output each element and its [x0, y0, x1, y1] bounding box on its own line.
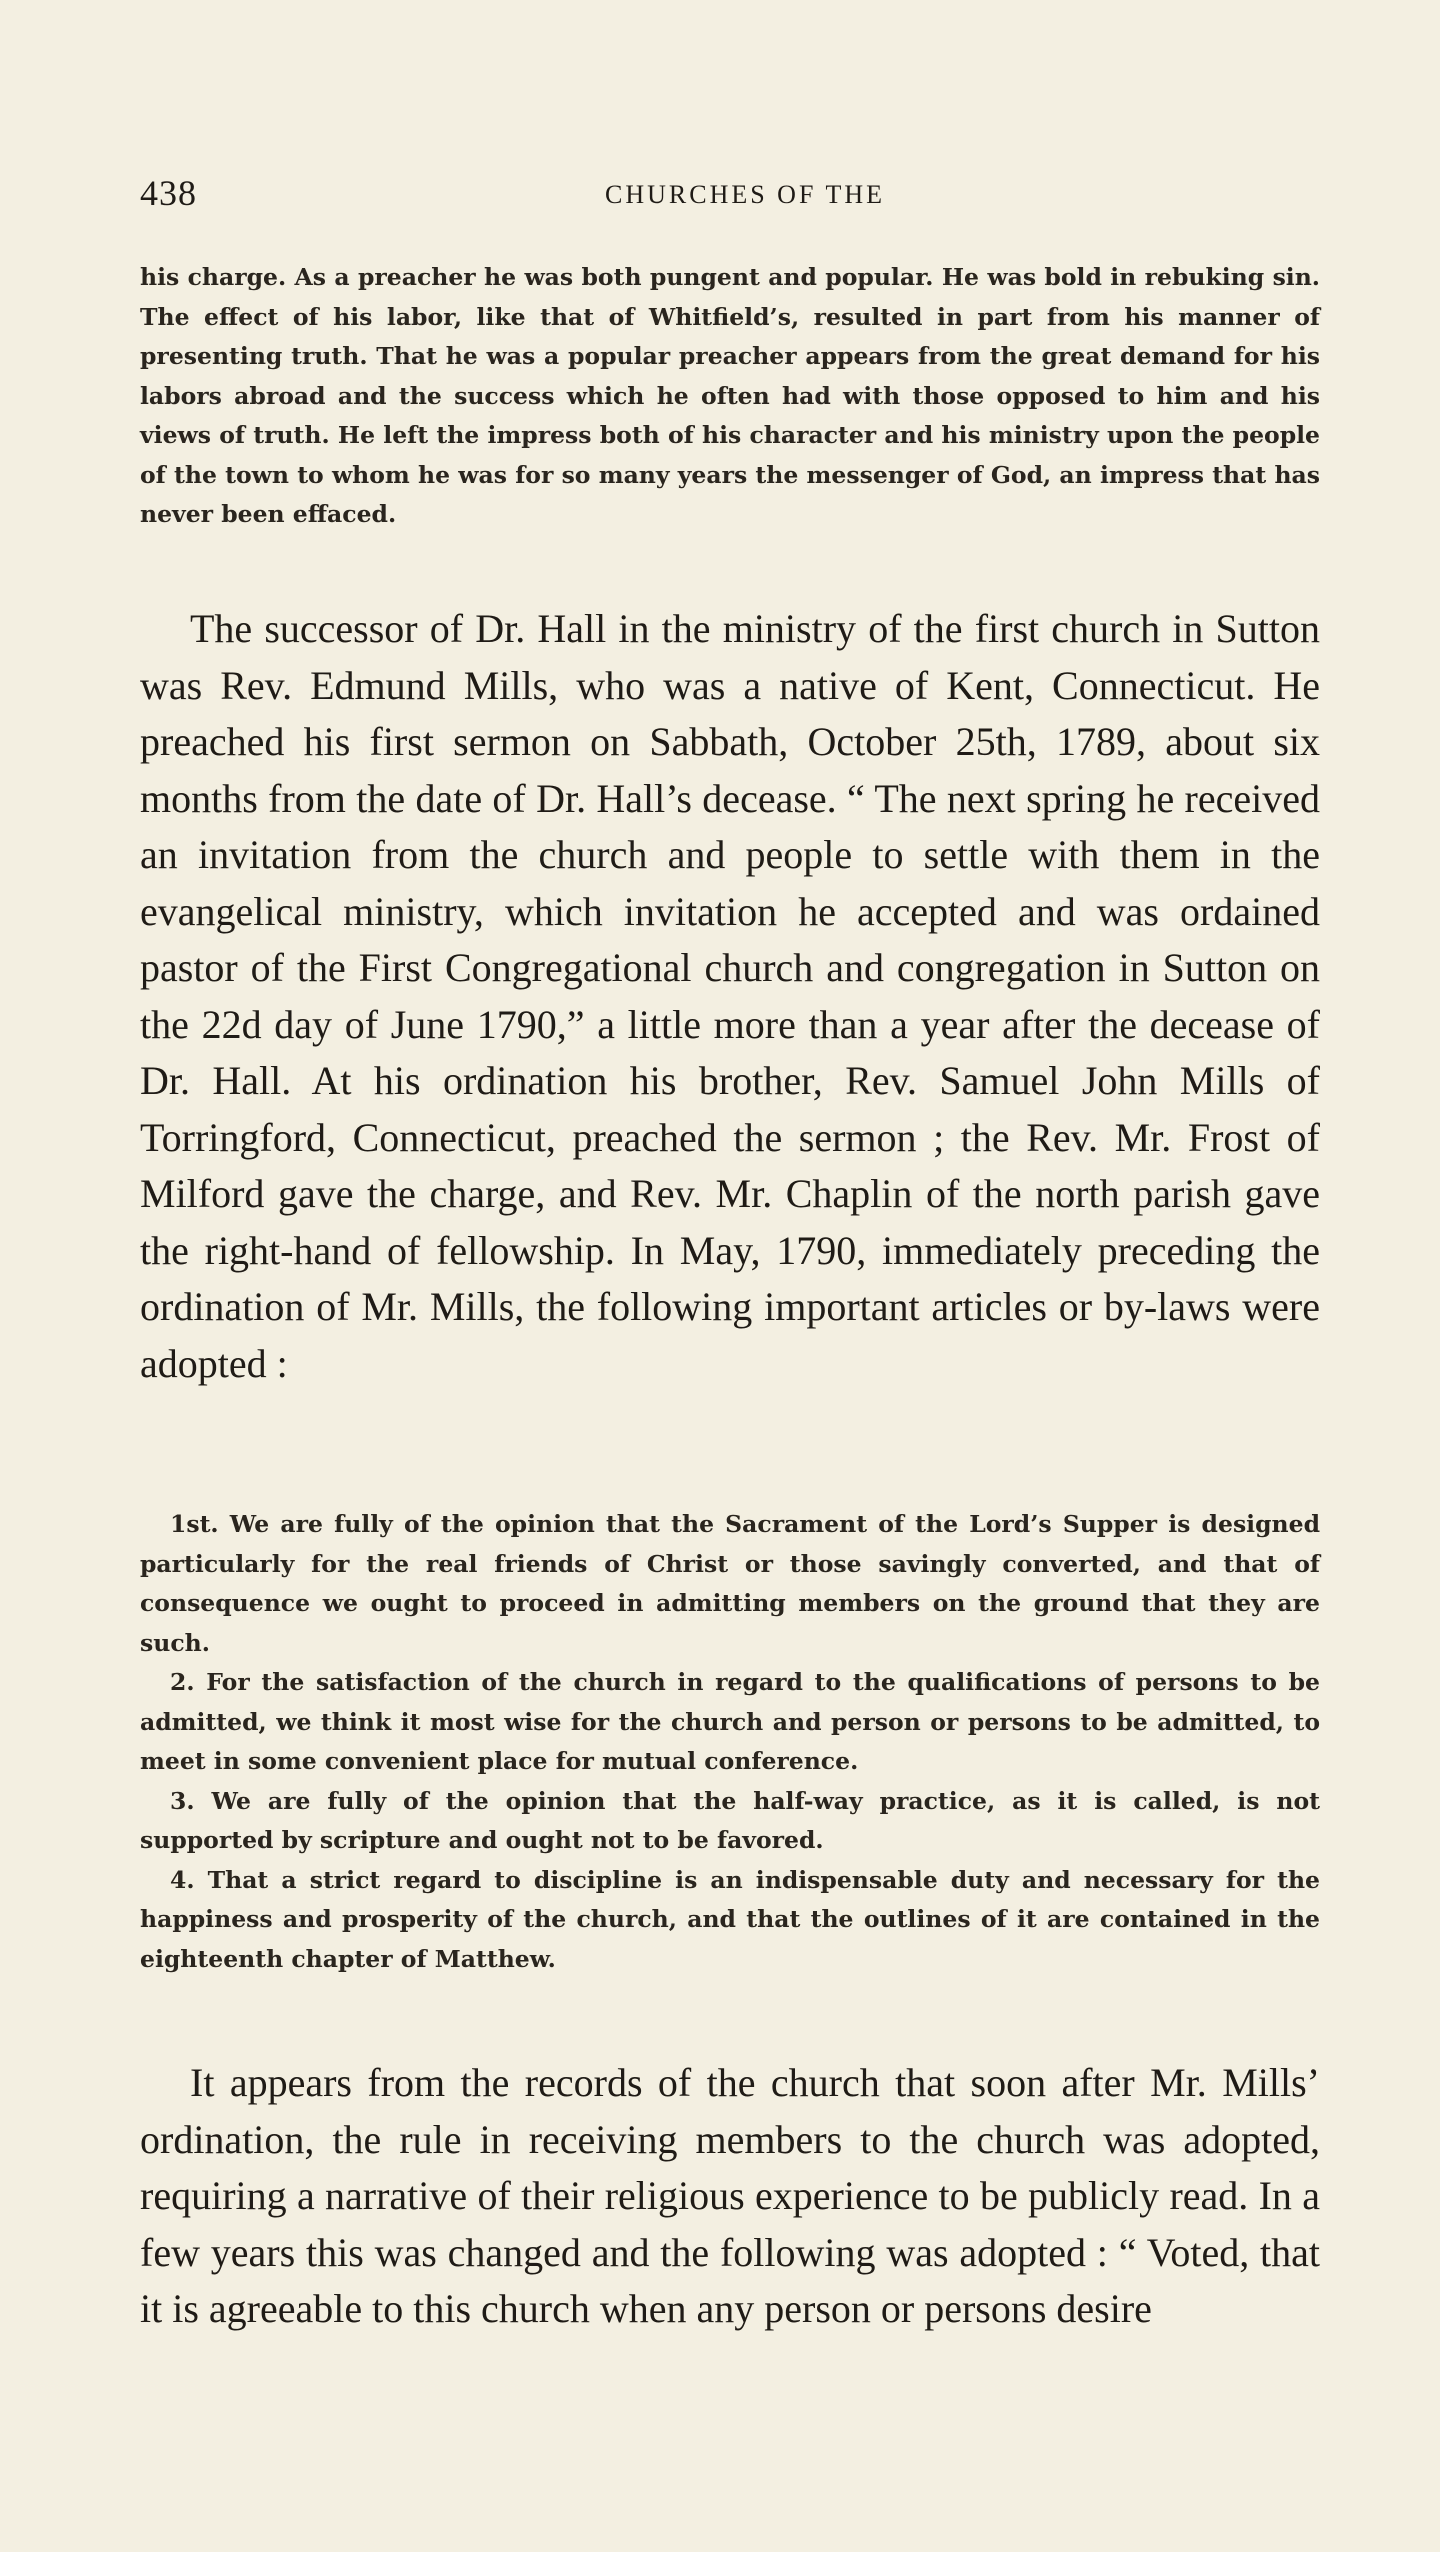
running-title: CHURCHES OF THE [604, 180, 885, 209]
intro-paragraph: his charge. As a preacher he was both pungent and popular. He was bold in rebuking sin. The effect of his labor, like that of Whitfield’s, resulted in part from his manner of presenting truth. That he was a popular preacher appears from the great demand for his labors abroad and the success which he often had with those opposed to him and his views of truth. He left the impress both of his character and his ministry upon the people of the town to whom he was for so many years the messenger of God, an impress that has never been effaced. [140, 263, 1320, 528]
article-item: 1st. We are fully of the opinion that the Sacrament of the Lord’s Supper is designed particularly for the real friends of Christ or those savingly converted, and that of consequence we ought to proceed in admitting members on the ground that they are such. [140, 1510, 1320, 1657]
closing-paragraph: It appears from the records of the church that soon after Mr. Mills’ ordination, the rule in receiving members to the church was adopted, requiring a narrative of their religious experience to be publicly read. In a few years this was changed and the following was adopted : “ Voted, that it is agreeable to this church when any person or persons desire [140, 2060, 1320, 2331]
page-header [140, 172, 1320, 222]
main-paragraph-block [140, 601, 1320, 1392]
articles-list [140, 1505, 1320, 1979]
page-number: 438 [140, 173, 197, 213]
article-item: 2. For the satisfaction of the church in regard to the qualifications of persons to be admitted, we think it most wise for the church and person or persons to be admitted, to meet in some convenient place for mutual conference. [140, 1668, 1320, 1775]
main-paragraph: The successor of Dr. Hall in the ministry of the first church in Sutton was Rev. Edmund Mills, who was a native of Kent, Connecticut. He preached his first sermon on Sabbath, October 25th, 1789, about six months from the date of Dr. Hall’s decease. “ The next spring he received an invitation from the church and people to settle with them in the evangelical ministry, which invitation he accepted and was ordained pastor of the First Congregational church and congregation in Sutton on the 22d day of June 1790,” a little more than a year after the decease of Dr. Hall. At his ordination his brother, Rev. Samuel John Mills of Torringford, Connecticut, preached the sermon ; the Rev. Mr. Frost of Milford gave the charge, and Rev. Mr. Chaplin of the north parish gave the right-hand of fellowship. In May, 1790, immediately preceding the ordination of Mr. Mills, the following important articles or by-laws were adopted : [140, 606, 1320, 1386]
article-item: 4. That a strict regard to discipline is an indispensable duty and necessary for the happiness and prosperity of the church, and that the outlines of it are contained in the eighteenth chapter of Matthew. [140, 1865, 1320, 1973]
intro-paragraph-block [140, 258, 1320, 535]
article-item: 3. We are fully of the opinion that the half-way practice, as it is called, is not supported by scripture and ought not to be favored. [140, 1786, 1320, 1854]
closing-paragraph-block [140, 2055, 1320, 2338]
